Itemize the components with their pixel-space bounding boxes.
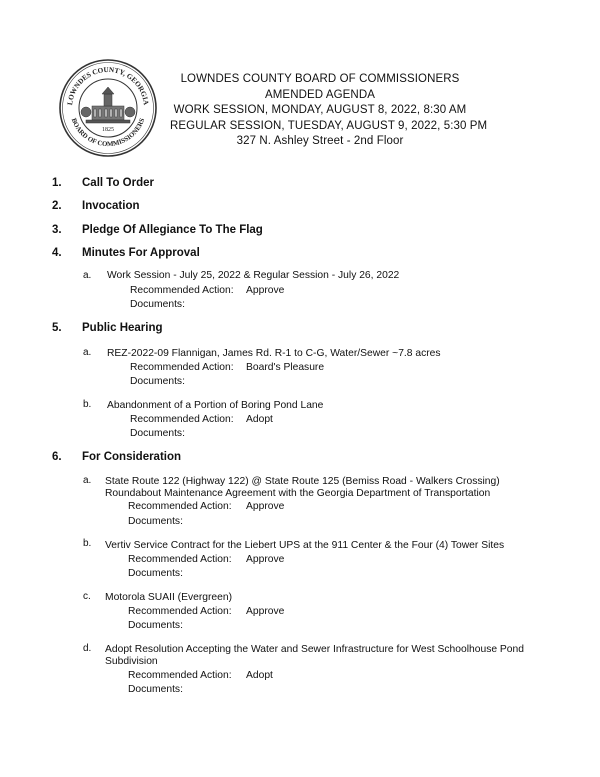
recommended-action-value: Adopt xyxy=(246,414,273,425)
section-title: Public Hearing xyxy=(82,322,163,334)
seal-year: 1825 xyxy=(102,127,114,133)
item-text: State Route 122 (Highway 122) @ State Route 125 (Bemiss Road - Walkers Crossing) xyxy=(105,476,500,487)
recommended-action-label: Recommended Action: xyxy=(128,554,232,565)
recommended-action-value: Approve xyxy=(246,501,285,512)
header-work-session: WORK SESSION, MONDAY, AUGUST 8, 2022, 8:30 AM xyxy=(173,104,467,116)
header-regular-session: REGULAR SESSION, TUESDAY, AUGUST 9, 2022, 5:30 PM xyxy=(170,119,488,132)
item-text-continued: Roundabout Maintenance Agreement with the Georgia Department of Transportation xyxy=(105,488,491,499)
section-number: 1. xyxy=(52,177,62,189)
item-letter: b. xyxy=(83,538,92,549)
item-letter: a. xyxy=(83,475,92,486)
header-title: AMENDED AGENDA xyxy=(264,88,376,101)
item-text: REZ-2022-09 Flannigan, James Rd. R-1 to C-G, Water/Sewer ~7.8 acres xyxy=(107,348,441,359)
documents-label: Documents: xyxy=(128,684,183,695)
item-text: Abandonment of a Portion of Boring Pond Lane xyxy=(107,400,324,411)
section-title: Minutes For Approval xyxy=(82,247,200,259)
recommended-action-value: Approve xyxy=(246,606,285,617)
item-letter: b. xyxy=(83,399,92,410)
section-number: 3. xyxy=(52,224,62,236)
documents-label: Documents: xyxy=(128,620,183,631)
item-text: Motorola SUAII (Evergreen) xyxy=(105,592,233,603)
county-seal-icon xyxy=(58,58,158,158)
recommended-action-value: Approve xyxy=(246,285,285,296)
courthouse-icon xyxy=(81,87,135,123)
documents-label: Documents: xyxy=(128,568,183,579)
item-text-continued: Subdivision xyxy=(105,656,158,667)
section-title: Call To Order xyxy=(82,177,154,189)
recommended-action-label: Recommended Action: xyxy=(128,501,232,512)
recommended-action-label: Recommended Action: xyxy=(128,670,232,681)
documents-label: Documents: xyxy=(130,428,185,439)
county-seal xyxy=(58,58,158,158)
item-text: Adopt Resolution Accepting the Water and Sewer Infrastructure for West Schoolhouse Pond xyxy=(105,644,524,655)
item-text: Work Session - July 25, 2022 & Regular Session - July 26, 2022 xyxy=(107,270,400,281)
section-title: For Consideration xyxy=(82,451,182,463)
recommended-action-value: Board's Pleasure xyxy=(246,362,325,373)
recommended-action-value: Approve xyxy=(246,554,285,565)
section-number: 5. xyxy=(52,322,62,334)
header-address: 327 N. Ashley Street - 2nd Floor xyxy=(236,135,404,147)
seal-top-text: LOWNDES COUNTY, GEORGIA xyxy=(66,65,150,106)
recommended-action-label: Recommended Action: xyxy=(130,362,234,373)
item-letter: a. xyxy=(83,347,92,358)
item-letter: d. xyxy=(83,643,92,654)
recommended-action-label: Recommended Action: xyxy=(128,606,232,617)
recommended-action-label: Recommended Action: xyxy=(130,285,234,296)
recommended-action-label: Recommended Action: xyxy=(130,414,234,425)
section-number: 4. xyxy=(52,247,62,259)
item-text: Vertiv Service Contract for the Liebert UPS at the 911 Center & the Four (4) Tower Sites xyxy=(105,540,505,551)
section-number: 2. xyxy=(52,200,62,212)
section-title: Invocation xyxy=(82,200,140,212)
item-letter: a. xyxy=(83,270,92,281)
agenda-header xyxy=(170,72,488,150)
section-number: 6. xyxy=(52,451,62,463)
documents-label: Documents: xyxy=(130,376,185,387)
documents-label: Documents: xyxy=(130,299,185,310)
recommended-action-value: Adopt xyxy=(246,670,273,681)
header-county: LOWNDES COUNTY BOARD OF COMMISSIONERS xyxy=(180,73,460,85)
section-title: Pledge Of Allegiance To The Flag xyxy=(82,224,263,236)
documents-label: Documents: xyxy=(128,516,183,527)
item-letter: c. xyxy=(83,591,91,602)
seal-bottom-text: BOARD OF COMMISSIONERS xyxy=(69,117,147,149)
